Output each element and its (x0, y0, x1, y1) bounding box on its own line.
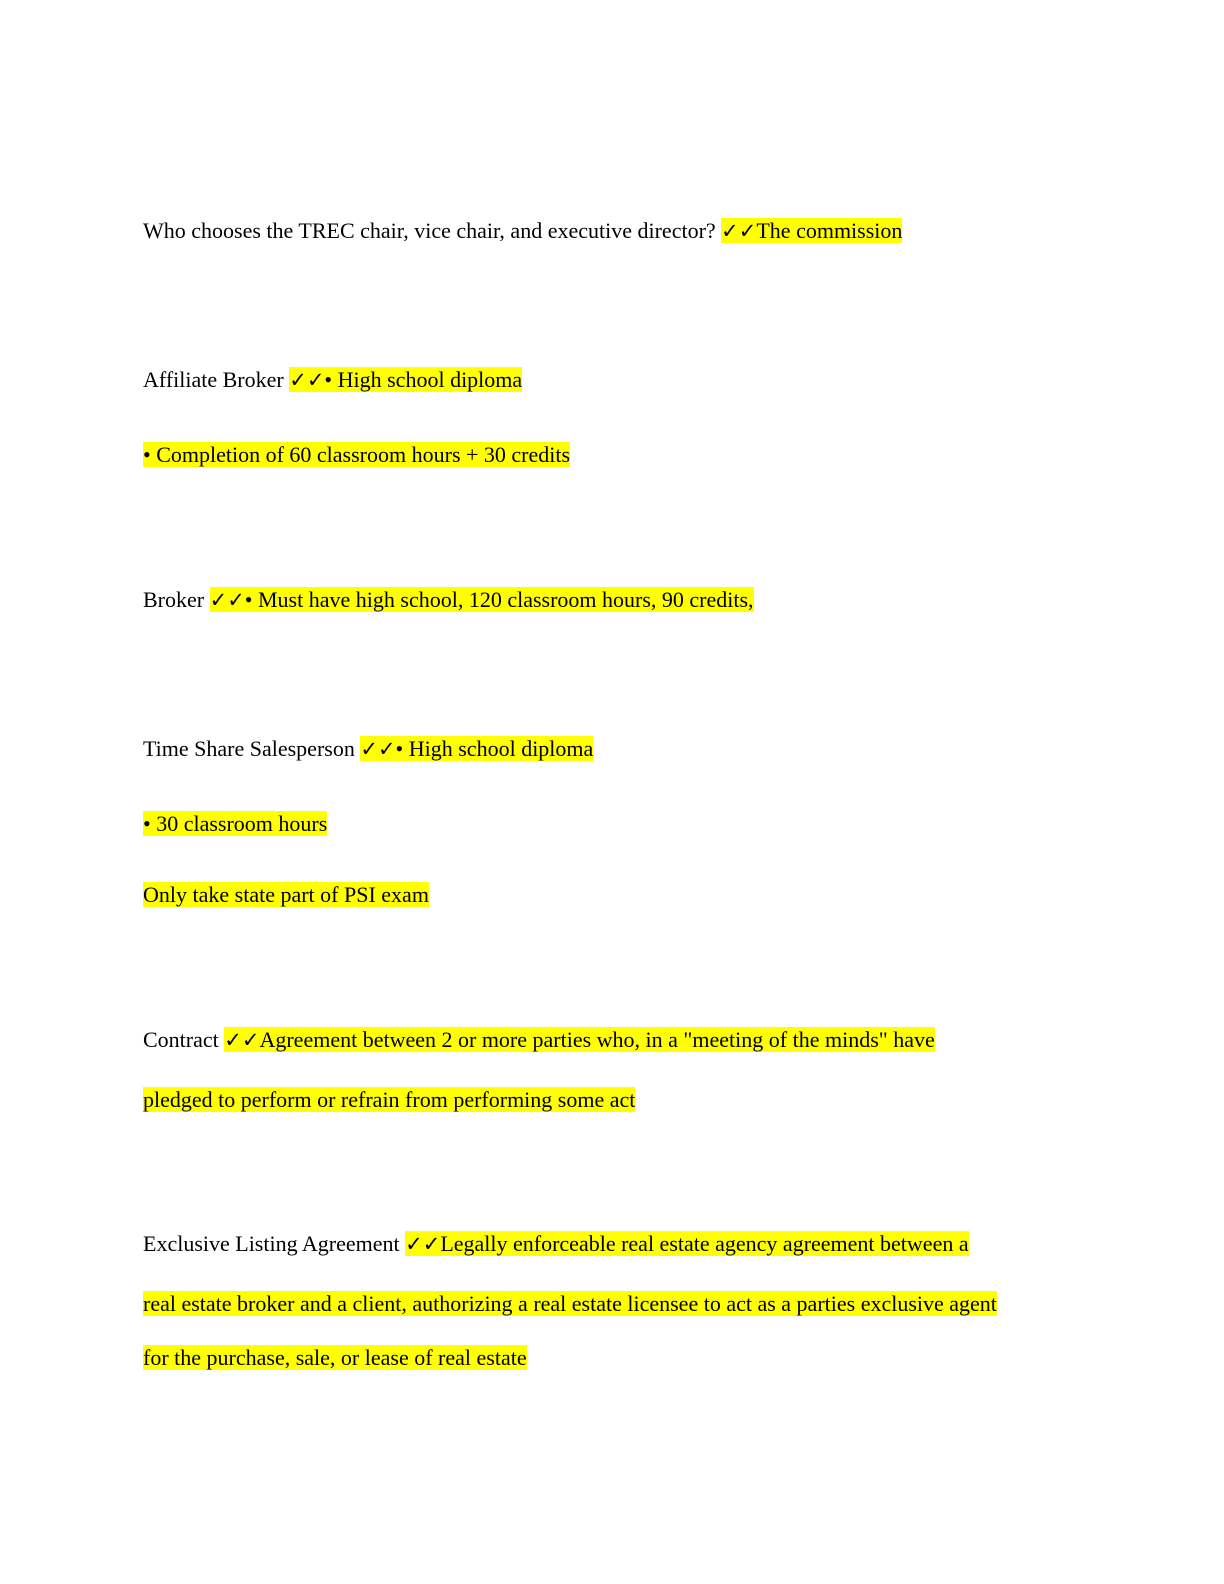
qa-entry-affiliate-broker (143, 365, 522, 395)
double-check-icon: ✓✓ (224, 1028, 260, 1052)
answer-highlight (405, 1231, 969, 1256)
answer-continuation (143, 440, 570, 470)
answer-highlight (721, 218, 902, 243)
term-text: Exclusive Listing Agreement (143, 1231, 400, 1256)
answer-text: for the purchase, sale, or lease of real estate (143, 1345, 527, 1370)
term-text: Time Share Salesperson (143, 736, 355, 761)
answer-text: • High school diploma (324, 367, 523, 392)
answer-highlight (224, 1027, 935, 1052)
answer-text: Legally enforceable real estate agency agreement between a (440, 1231, 969, 1256)
double-check-icon: ✓✓ (721, 219, 757, 243)
answer-text: pledged to perform or refrain from performing some act (143, 1087, 636, 1112)
qa-entry-contract (143, 1025, 935, 1055)
double-check-icon: ✓✓ (405, 1232, 441, 1256)
answer-continuation (143, 809, 327, 839)
qa-entry-broker (143, 585, 754, 615)
answer-highlight (289, 367, 522, 392)
answer-highlight (210, 587, 754, 612)
qa-entry-time-share-salesperson (143, 734, 593, 764)
double-check-icon: ✓✓ (360, 737, 396, 761)
qa-entry-trec-chair (143, 216, 902, 246)
double-check-icon: ✓✓ (209, 588, 245, 612)
answer-text: real estate broker and a client, authorizing a real estate licensee to act as a parties exclusive agent (143, 1291, 997, 1316)
answer-text: • Completion of 60 classroom hours + 30 credits (143, 442, 571, 467)
term-text: Affiliate Broker (143, 367, 284, 392)
term-text: Contract (143, 1027, 219, 1052)
double-check-icon: ✓✓ (289, 368, 325, 392)
answer-text: • Must have high school, 120 classroom hours, 90 credits, (244, 587, 754, 612)
term-text: Who chooses the TREC chair, vice chair, and executive director? (143, 218, 716, 243)
answer-text: The commission (756, 218, 903, 243)
answer-continuation (143, 1343, 527, 1373)
term-text: Broker (143, 587, 205, 612)
answer-text: • High school diploma (395, 736, 594, 761)
answer-text: Only take state part of PSI exam (143, 882, 429, 907)
answer-highlight (360, 736, 593, 761)
answer-text: Agreement between 2 or more parties who, in a "meeting of the minds" have (259, 1027, 935, 1052)
answer-text: • 30 classroom hours (143, 811, 328, 836)
answer-continuation (143, 1085, 635, 1115)
answer-continuation (143, 1289, 997, 1319)
qa-entry-exclusive-listing-agreement (143, 1229, 969, 1259)
answer-continuation (143, 880, 429, 910)
